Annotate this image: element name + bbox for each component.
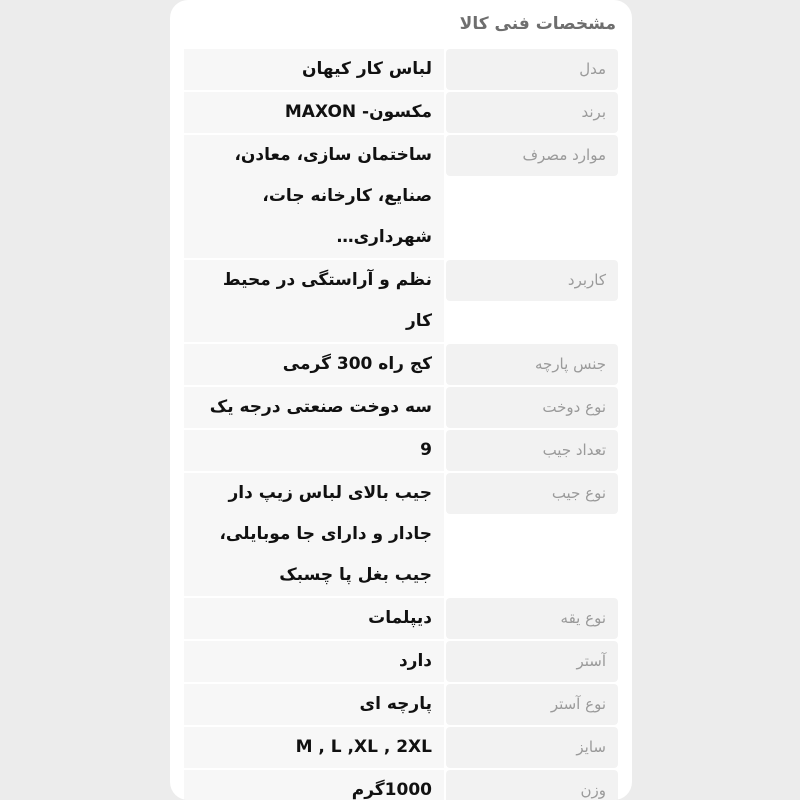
spec-value xyxy=(184,430,444,471)
spec-value-line: کج راه 300 گرمی xyxy=(282,354,432,374)
spec-label: نوع آستر xyxy=(446,684,618,725)
spec-label: جنس پارچه xyxy=(446,344,618,385)
spec-value-line: 9 xyxy=(420,440,432,460)
spec-value-line: پارچه ای xyxy=(359,694,432,714)
spec-value xyxy=(184,770,444,800)
spec-value xyxy=(184,727,444,768)
spec-value xyxy=(184,135,444,258)
spec-row-collar xyxy=(184,598,618,639)
spec-value xyxy=(184,598,444,639)
spec-label: تعداد جیب xyxy=(446,430,618,471)
spec-row-lining xyxy=(184,641,618,682)
spec-label: نوع دوخت xyxy=(446,387,618,428)
spec-value-line: M , L ,XL , 2XL xyxy=(295,737,432,757)
specs-table xyxy=(184,49,618,800)
spec-row-application xyxy=(184,260,618,342)
spec-value-line: لباس کار کیهان xyxy=(302,59,432,79)
spec-row-pocket-type xyxy=(184,473,618,596)
spec-value xyxy=(184,684,444,725)
spec-label: کاربرد xyxy=(446,260,618,301)
spec-row-model xyxy=(184,49,618,90)
spec-value-line: صنایع، کارخانه جات، xyxy=(262,186,432,206)
spec-value-line: سه دوخت صنعتی درجه یک xyxy=(209,397,432,417)
spec-row-brand xyxy=(184,92,618,133)
spec-value-line: شهرداری… xyxy=(336,227,432,247)
section-title: مشخصات فنی کالا xyxy=(459,14,616,34)
spec-value xyxy=(184,344,444,385)
spec-label: موارد مصرف xyxy=(446,135,618,176)
spec-value xyxy=(184,387,444,428)
spec-row-usage xyxy=(184,135,618,258)
spec-label: سایز xyxy=(446,727,618,768)
spec-row-fabric xyxy=(184,344,618,385)
spec-row-pocket-count xyxy=(184,430,618,471)
specifications-card xyxy=(170,0,632,800)
spec-row-weight xyxy=(184,770,618,800)
spec-row-size xyxy=(184,727,618,768)
spec-value xyxy=(184,260,444,342)
spec-value-line: ساختمان سازی، معادن، xyxy=(234,145,432,165)
spec-value-line: جیب بغل پا چسبک xyxy=(279,565,432,585)
spec-label: آستر xyxy=(446,641,618,682)
spec-value xyxy=(184,641,444,682)
spec-row-lining-type xyxy=(184,684,618,725)
spec-value-line: مکسون- MAXON xyxy=(284,102,432,122)
spec-value-line: نظم و آراستگی در محیط کار xyxy=(222,270,432,331)
spec-value-line: دارد xyxy=(398,651,432,671)
spec-value xyxy=(184,49,444,90)
spec-label: مدل xyxy=(446,49,618,90)
spec-label: برند xyxy=(446,92,618,133)
spec-value xyxy=(184,473,444,596)
spec-value-line: 1000گرم xyxy=(351,780,432,800)
spec-row-stitch xyxy=(184,387,618,428)
spec-value-line: دیپلمات xyxy=(368,608,432,628)
spec-value-line: جادار و دارای جا موبایلی، xyxy=(219,524,432,544)
spec-label: نوع یقه xyxy=(446,598,618,639)
spec-value-line: جیب بالای لباس زیپ دار xyxy=(228,483,432,503)
spec-value xyxy=(184,92,444,133)
spec-label: وزن xyxy=(446,770,618,800)
spec-label: نوع جیب xyxy=(446,473,618,514)
